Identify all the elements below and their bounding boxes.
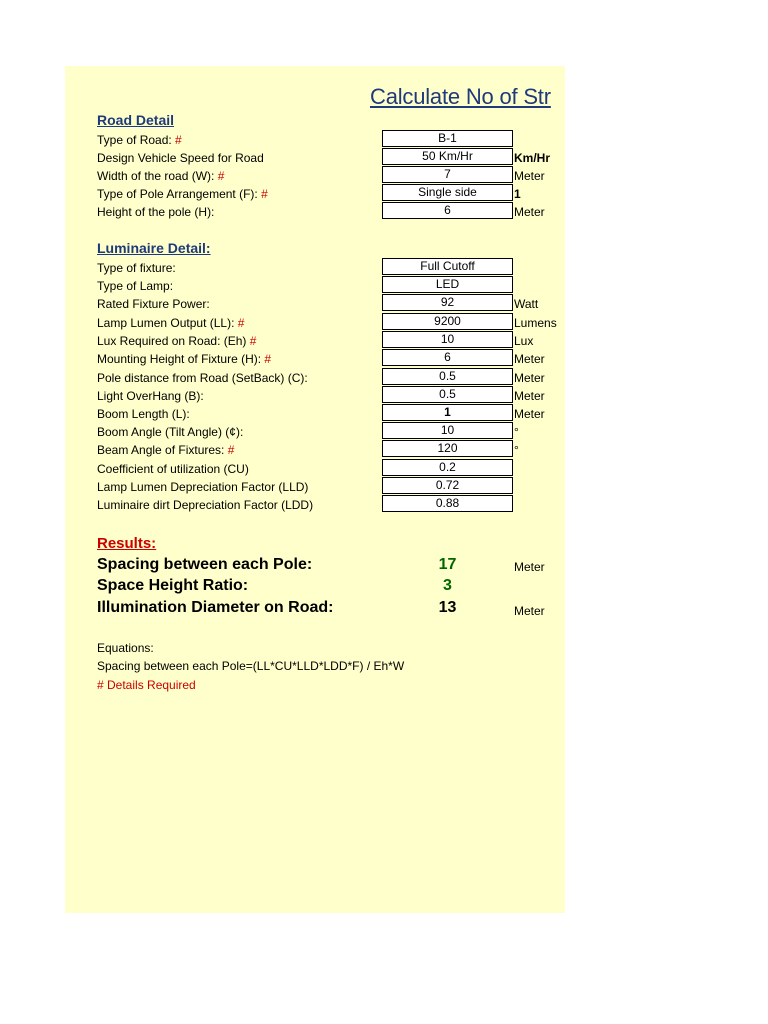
- luminaire-row-value-cell[interactable]: Full Cutoff: [382, 258, 513, 275]
- road-row-value-cell[interactable]: B-1: [382, 130, 513, 147]
- luminaire-row-label-text: Lamp Lumen Output (LL):: [97, 316, 238, 330]
- road-row-label: [97, 133, 182, 147]
- ratio-label: Space Height Ratio:: [97, 577, 249, 594]
- luminaire-row-value-cell[interactable]: 0.5: [382, 386, 513, 403]
- spacing-value: 17: [438, 556, 457, 573]
- luminaire-row-value-cell[interactable]: 0.5: [382, 368, 513, 385]
- page-title: Calculate No of Str: [370, 84, 551, 109]
- diameter-unit: Meter: [514, 604, 545, 618]
- road-row-label: [97, 169, 224, 183]
- spacing-unit: Meter: [514, 560, 545, 574]
- luminaire-row-label-text: Boom Angle (Tilt Angle) (¢):: [97, 425, 244, 439]
- ratio-value: 3: [443, 577, 452, 594]
- required-marker: #: [237, 316, 245, 330]
- luminaire-detail-heading: Luminaire Detail:: [97, 240, 211, 256]
- road-row-label: [97, 205, 214, 219]
- road-row-unit: Meter: [514, 169, 545, 183]
- results-heading: Results:: [97, 535, 157, 552]
- required-note: # Details Required: [97, 678, 196, 692]
- luminaire-row-label-text: Beam Angle of Fixtures:: [97, 443, 228, 457]
- luminaire-row-label: [97, 334, 256, 348]
- luminaire-row-label: [97, 480, 308, 494]
- luminaire-row-value-cell[interactable]: 10: [382, 331, 513, 348]
- luminaire-row-label: [97, 316, 244, 330]
- luminaire-row-label: [97, 389, 204, 403]
- road-row-value-cell[interactable]: Single side: [382, 184, 513, 201]
- luminaire-row-unit: °: [514, 443, 519, 457]
- road-row-label-text: Height of the pole (H):: [97, 205, 215, 219]
- luminaire-row-value-cell[interactable]: 10: [382, 422, 513, 439]
- spacing-label: Spacing between each Pole:: [97, 556, 313, 573]
- required-marker: #: [227, 443, 235, 457]
- required-marker: #: [261, 187, 268, 201]
- luminaire-row-value-cell[interactable]: 6: [382, 349, 513, 366]
- luminaire-row-value-cell[interactable]: 1: [382, 404, 513, 421]
- luminaire-row-label-text: Boom Length (L):: [97, 407, 190, 421]
- luminaire-row-label: [97, 371, 308, 385]
- luminaire-row-label-text: Pole distance from Road (SetBack) (C):: [97, 371, 308, 385]
- equation-text: Spacing between each Pole=(LL*CU*LLD*LDD*F) / Eh*W: [97, 659, 405, 673]
- luminaire-row-label: [97, 407, 190, 421]
- luminaire-row-unit: Meter: [514, 371, 545, 385]
- road-row-label-text: Design Vehicle Speed for Road: [97, 151, 264, 165]
- luminaire-row-label: [97, 498, 313, 512]
- luminaire-row-unit: Lumens: [514, 316, 557, 330]
- luminaire-row-value-cell[interactable]: 0.2: [382, 459, 513, 476]
- luminaire-row-label-text: Mounting Height of Fixture (H):: [97, 352, 265, 366]
- road-row-label-text: Width of the road (W):: [97, 169, 218, 183]
- luminaire-row-label: [97, 352, 271, 366]
- road-row-value-cell[interactable]: 50 Km/Hr: [382, 148, 513, 165]
- luminaire-row-label: [97, 279, 173, 293]
- luminaire-row-label-text: Lux Required on Road: (Eh): [97, 334, 250, 348]
- luminaire-row-unit: Meter: [514, 407, 545, 421]
- required-marker: #: [217, 169, 225, 183]
- luminaire-row-label: [97, 297, 210, 311]
- luminaire-row-label: [97, 443, 234, 457]
- luminaire-row-label-text: Luminaire dirt Depreciation Factor (LDD): [97, 498, 314, 512]
- diameter-value: 13: [438, 599, 457, 616]
- luminaire-row-label: [97, 462, 249, 476]
- equations-label: Equations:: [97, 641, 154, 655]
- luminaire-row-label-text: Lamp Lumen Depreciation Factor (LLD): [97, 480, 309, 494]
- road-row-value-cell[interactable]: 6: [382, 202, 513, 219]
- luminaire-row-label: [97, 261, 176, 275]
- luminaire-row-value-cell[interactable]: 9200: [382, 313, 513, 330]
- spreadsheet-area: [65, 66, 565, 913]
- required-marker: #: [175, 133, 182, 147]
- luminaire-row-value-cell[interactable]: 0.72: [382, 477, 513, 494]
- road-detail-heading: Road Detail: [97, 112, 175, 128]
- road-row-label: [97, 151, 264, 165]
- road-row-label-text: Type of Pole Arrangement (F):: [97, 187, 262, 201]
- road-row-label-text: Type of Road:: [97, 133, 176, 147]
- luminaire-row-label: [97, 425, 243, 439]
- luminaire-row-unit: Watt: [514, 297, 539, 311]
- road-row-unit: Km/Hr: [514, 151, 551, 165]
- required-marker: #: [264, 352, 272, 366]
- luminaire-row-unit: Meter: [514, 389, 545, 403]
- diameter-label: Illumination Diameter on Road:: [97, 599, 334, 616]
- luminaire-row-label-text: Rated Fixture Power:: [97, 297, 210, 311]
- luminaire-row-unit: °: [514, 425, 519, 439]
- required-marker: #: [249, 334, 257, 348]
- luminaire-row-value-cell[interactable]: 0.88: [382, 495, 513, 512]
- luminaire-row-value-cell[interactable]: 92: [382, 294, 513, 311]
- road-row-label: [97, 187, 268, 201]
- luminaire-row-unit: Lux: [514, 334, 534, 348]
- road-row-unit: Meter: [514, 205, 545, 219]
- luminaire-row-label-text: Type of fixture:: [97, 261, 176, 275]
- luminaire-row-unit: Meter: [514, 352, 545, 366]
- road-row-unit: 1: [514, 187, 521, 201]
- luminaire-row-label-text: Coefficient of utilization (CU): [97, 462, 249, 476]
- luminaire-row-value-cell[interactable]: LED: [382, 276, 513, 293]
- road-row-value-cell[interactable]: 7: [382, 166, 513, 183]
- luminaire-row-value-cell[interactable]: 120: [382, 440, 513, 457]
- luminaire-row-label-text: Light OverHang (B):: [97, 389, 204, 403]
- luminaire-row-label-text: Type of Lamp:: [97, 279, 174, 293]
